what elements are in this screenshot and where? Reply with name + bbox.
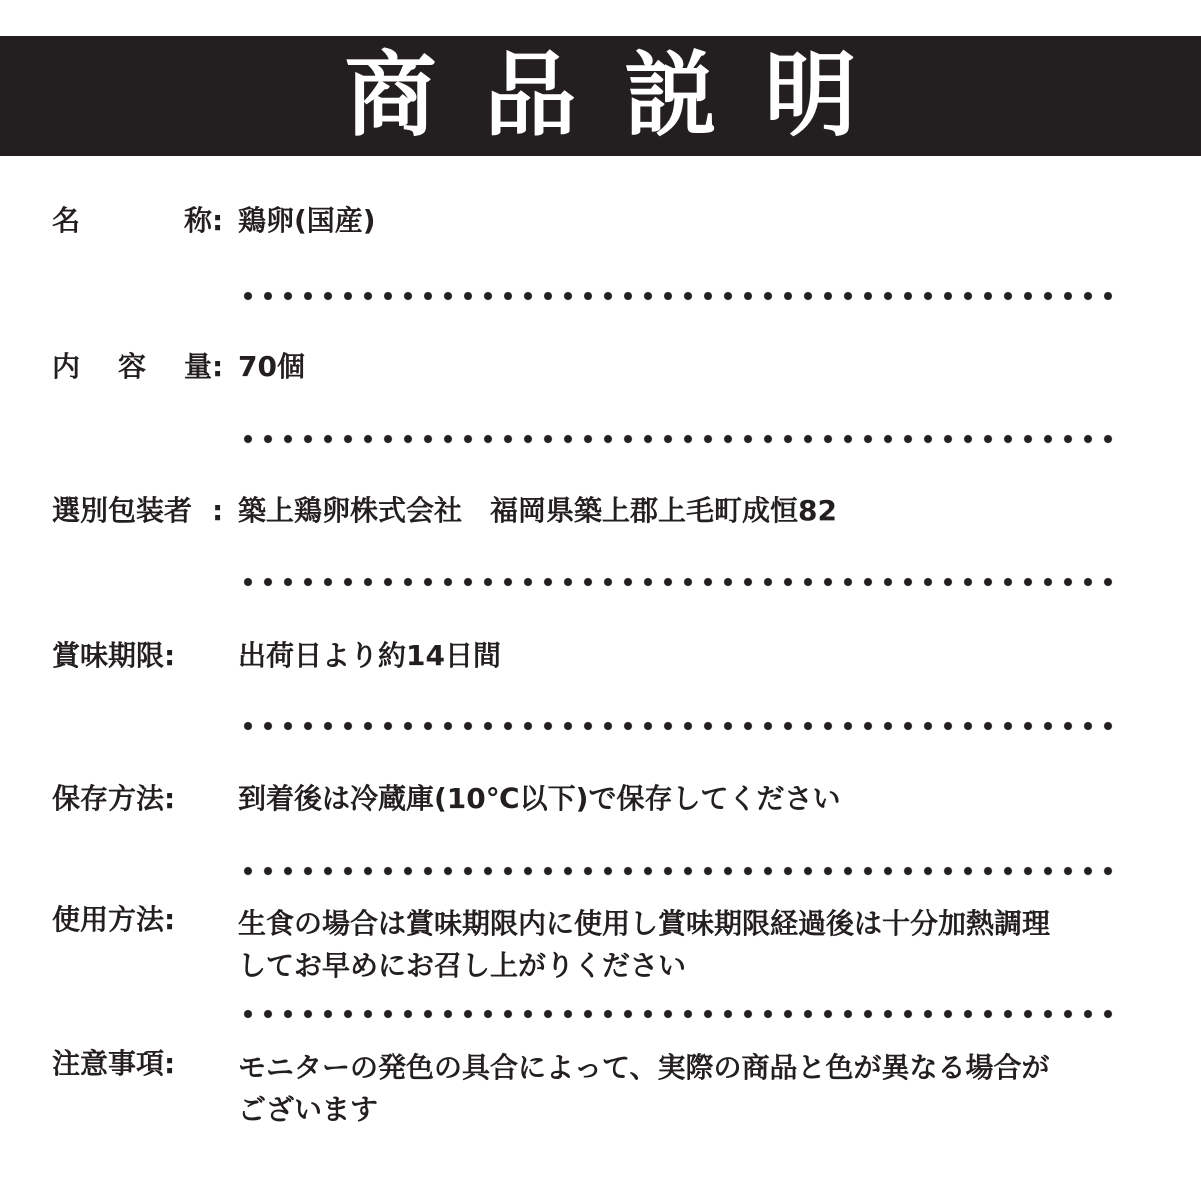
row-value: 出荷日より約14日間 (238, 639, 501, 672)
row-label: 注意事項: (52, 1047, 176, 1080)
dotted-divider (238, 720, 1118, 732)
label-colon: : (212, 494, 224, 527)
row-label (52, 204, 212, 238)
dotted-divider (238, 865, 1118, 877)
row-value: 鶏卵(国産) (238, 204, 376, 237)
dotted-divider (238, 290, 1118, 302)
dotted-divider (238, 576, 1118, 588)
row-value: モニターの発色の具合によって、実際の商品と色が異なる場合が ございます (238, 1051, 1050, 1126)
row-value: 築上鶏卵株式会社 福岡県築上郡上毛町成恒82 (238, 494, 837, 527)
row-value: 70個 (238, 350, 305, 383)
label-char: 名 (52, 204, 81, 237)
row-label: 使用方法: (52, 903, 176, 936)
label-char: 内 (52, 350, 81, 383)
label-char: 称 (183, 204, 212, 237)
row-label: 賞味期限: (52, 639, 176, 672)
row-label: 選別包装者 (52, 494, 193, 527)
label-colon: : (212, 350, 224, 383)
header-banner (0, 36, 1201, 156)
label-char: 量 (183, 350, 212, 383)
label-char: 容 (117, 350, 146, 383)
dotted-divider (238, 1008, 1118, 1020)
row-value: 到着後は冷蔵庫(10℃以下)で保存してください (238, 782, 841, 815)
row-value: 生食の場合は賞味期限内に使用し賞味期限経過後は十分加熱調理 してお早めにお召し上がりください (238, 907, 1051, 982)
row-label (52, 350, 212, 384)
label-colon: : (212, 204, 224, 237)
dotted-divider (238, 433, 1118, 445)
page-title: 商品説明 (344, 42, 905, 149)
row-label: 保存方法: (52, 782, 176, 815)
